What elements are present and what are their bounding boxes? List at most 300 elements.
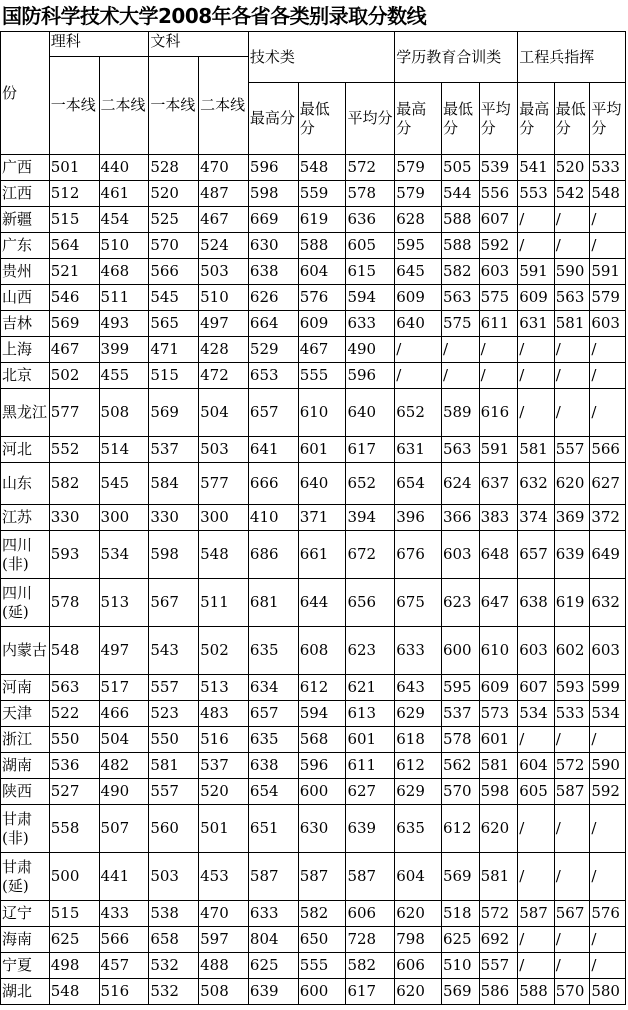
province-cell: 新疆 xyxy=(1,207,50,233)
header-engineering-command: 工程兵指挥 xyxy=(518,32,626,83)
tech-min-cell: 612 xyxy=(298,675,346,701)
table-row xyxy=(1,389,626,437)
province-cell: 浙江 xyxy=(1,727,50,753)
science-tier2-cell: 513 xyxy=(99,579,149,627)
liberal-tier1-cell: 566 xyxy=(149,259,199,285)
eng-max-cell: 604 xyxy=(518,753,555,779)
eng-avg-cell: 534 xyxy=(590,701,626,727)
header-tech-max: 最高分 xyxy=(248,83,298,155)
liberal-tier1-cell: 598 xyxy=(149,531,199,579)
eng-max-cell: 588 xyxy=(518,979,555,1005)
table-row xyxy=(1,579,626,627)
tech-max-cell: 635 xyxy=(248,627,298,675)
edu-avg-cell: 620 xyxy=(479,805,518,853)
province-cell: 贵州 xyxy=(1,259,50,285)
tech-avg-cell: 578 xyxy=(346,181,395,207)
edu-avg-cell: 581 xyxy=(479,753,518,779)
liberal-tier2-cell: 428 xyxy=(199,337,249,363)
edu-min-cell: 600 xyxy=(441,627,479,675)
eng-avg-cell: / xyxy=(590,805,626,853)
table-row xyxy=(1,311,626,337)
header-technical: 技术类 xyxy=(248,32,394,83)
edu-min-cell: 570 xyxy=(441,779,479,805)
edu-min-cell: 624 xyxy=(441,463,479,505)
tech-max-cell: 686 xyxy=(248,531,298,579)
tech-avg-cell: 636 xyxy=(346,207,395,233)
liberal-tier1-cell: 532 xyxy=(149,953,199,979)
eng-min-cell: / xyxy=(554,953,590,979)
tech-min-cell: 640 xyxy=(298,463,346,505)
science-tier1-cell: 563 xyxy=(49,675,99,701)
edu-max-cell: 633 xyxy=(395,627,442,675)
liberal-tier2-cell: 513 xyxy=(199,675,249,701)
header-edu-avg: 平均分 xyxy=(479,83,518,155)
header-liberal-tier2: 二本线 xyxy=(199,57,249,155)
tech-max-cell: 625 xyxy=(248,953,298,979)
liberal-tier1-cell: 523 xyxy=(149,701,199,727)
tech-max-cell: 596 xyxy=(248,155,298,181)
edu-max-cell: 631 xyxy=(395,437,442,463)
liberal-tier1-cell: 550 xyxy=(149,727,199,753)
science-tier1-cell: 512 xyxy=(49,181,99,207)
edu-min-cell: 518 xyxy=(441,901,479,927)
eng-max-cell: 638 xyxy=(518,579,555,627)
science-tier1-cell: 548 xyxy=(49,979,99,1005)
liberal-tier1-cell: 532 xyxy=(149,979,199,1005)
eng-max-cell: / xyxy=(518,337,555,363)
eng-avg-cell: / xyxy=(590,363,626,389)
eng-avg-cell: 627 xyxy=(590,463,626,505)
liberal-tier2-cell: 524 xyxy=(199,233,249,259)
header-eng-avg: 平均分 xyxy=(590,83,626,155)
eng-avg-cell: / xyxy=(590,727,626,753)
liberal-tier2-cell: 504 xyxy=(199,389,249,437)
edu-avg-cell: 601 xyxy=(479,727,518,753)
edu-max-cell: 629 xyxy=(395,701,442,727)
tech-min-cell: 582 xyxy=(298,901,346,927)
liberal-tier2-cell: 597 xyxy=(199,927,249,953)
edu-max-cell: 579 xyxy=(395,155,442,181)
edu-max-cell: 654 xyxy=(395,463,442,505)
tech-min-cell: 576 xyxy=(298,285,346,311)
province-cell: 上海 xyxy=(1,337,50,363)
eng-avg-cell: 590 xyxy=(590,753,626,779)
tech-avg-cell: 621 xyxy=(346,675,395,701)
table-row xyxy=(1,753,626,779)
tech-max-cell: 633 xyxy=(248,901,298,927)
science-tier2-cell: 493 xyxy=(99,311,149,337)
eng-min-cell: 593 xyxy=(554,675,590,701)
eng-max-cell: 587 xyxy=(518,901,555,927)
edu-avg-cell: 647 xyxy=(479,579,518,627)
eng-avg-cell: 548 xyxy=(590,181,626,207)
science-tier1-cell: 558 xyxy=(49,805,99,853)
liberal-tier1-cell: 560 xyxy=(149,805,199,853)
tech-min-cell: 601 xyxy=(298,437,346,463)
edu-avg-cell: 610 xyxy=(479,627,518,675)
liberal-tier1-cell: 557 xyxy=(149,779,199,805)
science-tier1-cell: 502 xyxy=(49,363,99,389)
tech-min-cell: 609 xyxy=(298,311,346,337)
province-cell: 吉林 xyxy=(1,311,50,337)
eng-min-cell: / xyxy=(554,389,590,437)
eng-max-cell: 605 xyxy=(518,779,555,805)
eng-max-cell: 632 xyxy=(518,463,555,505)
liberal-tier1-cell: 543 xyxy=(149,627,199,675)
table-row xyxy=(1,463,626,505)
edu-min-cell: 505 xyxy=(441,155,479,181)
eng-max-cell: 581 xyxy=(518,437,555,463)
eng-min-cell: / xyxy=(554,233,590,259)
science-tier2-cell: 440 xyxy=(99,155,149,181)
page-title: 国防科学技术大学2008年各省各类别录取分数线 xyxy=(2,4,427,28)
tech-min-cell: 630 xyxy=(298,805,346,853)
science-tier1-cell: 515 xyxy=(49,207,99,233)
table-row xyxy=(1,727,626,753)
table-row xyxy=(1,901,626,927)
edu-min-cell: 603 xyxy=(441,531,479,579)
eng-min-cell: 572 xyxy=(554,753,590,779)
eng-avg-cell: 649 xyxy=(590,531,626,579)
province-cell: 甘肃(延) xyxy=(1,853,50,901)
edu-max-cell: 618 xyxy=(395,727,442,753)
science-tier1-cell: 625 xyxy=(49,927,99,953)
tech-avg-cell: 582 xyxy=(346,953,395,979)
eng-avg-cell: 372 xyxy=(590,505,626,531)
eng-min-cell: 619 xyxy=(554,579,590,627)
header-eng-min: 最低分 xyxy=(554,83,590,155)
edu-min-cell: 544 xyxy=(441,181,479,207)
liberal-tier1-cell: 565 xyxy=(149,311,199,337)
science-tier1-cell: 593 xyxy=(49,531,99,579)
edu-max-cell: 612 xyxy=(395,753,442,779)
tech-max-cell: 654 xyxy=(248,779,298,805)
tech-avg-cell: 613 xyxy=(346,701,395,727)
eng-avg-cell: / xyxy=(590,389,626,437)
eng-min-cell: 567 xyxy=(554,901,590,927)
science-tier2-cell: 300 xyxy=(99,505,149,531)
science-tier1-cell: 582 xyxy=(49,463,99,505)
edu-min-cell: 563 xyxy=(441,437,479,463)
edu-min-cell: / xyxy=(441,363,479,389)
province-cell: 河南 xyxy=(1,675,50,701)
liberal-tier2-cell: 537 xyxy=(199,753,249,779)
tech-avg-cell: 672 xyxy=(346,531,395,579)
science-tier1-cell: 330 xyxy=(49,505,99,531)
edu-min-cell: 595 xyxy=(441,675,479,701)
province-cell: 山西 xyxy=(1,285,50,311)
header-liberal-arts: 文科 xyxy=(149,32,249,57)
tech-max-cell: 664 xyxy=(248,311,298,337)
edu-max-cell: / xyxy=(395,363,442,389)
tech-min-cell: 600 xyxy=(298,979,346,1005)
edu-avg-cell: 592 xyxy=(479,233,518,259)
edu-min-cell: 588 xyxy=(441,207,479,233)
province-cell: 宁夏 xyxy=(1,953,50,979)
eng-avg-cell: 603 xyxy=(590,311,626,337)
table-row xyxy=(1,337,626,363)
edu-max-cell: 595 xyxy=(395,233,442,259)
eng-min-cell: 581 xyxy=(554,311,590,337)
tech-min-cell: 608 xyxy=(298,627,346,675)
eng-min-cell: 602 xyxy=(554,627,590,675)
science-tier1-cell: 546 xyxy=(49,285,99,311)
science-tier2-cell: 457 xyxy=(99,953,149,979)
tech-max-cell: 804 xyxy=(248,927,298,953)
tech-min-cell: 596 xyxy=(298,753,346,779)
eng-avg-cell: 576 xyxy=(590,901,626,927)
science-tier2-cell: 497 xyxy=(99,627,149,675)
tech-min-cell: 594 xyxy=(298,701,346,727)
science-tier2-cell: 534 xyxy=(99,531,149,579)
eng-avg-cell: 580 xyxy=(590,979,626,1005)
tech-avg-cell: 594 xyxy=(346,285,395,311)
tech-max-cell: 626 xyxy=(248,285,298,311)
table-row xyxy=(1,207,626,233)
header-edu-min: 最低分 xyxy=(441,83,479,155)
tech-avg-cell: 728 xyxy=(346,927,395,953)
tech-avg-cell: 640 xyxy=(346,389,395,437)
liberal-tier1-cell: 545 xyxy=(149,285,199,311)
edu-max-cell: / xyxy=(395,337,442,363)
table-row xyxy=(1,437,626,463)
edu-avg-cell: 586 xyxy=(479,979,518,1005)
science-tier2-cell: 566 xyxy=(99,927,149,953)
edu-min-cell: 625 xyxy=(441,927,479,953)
edu-min-cell: 510 xyxy=(441,953,479,979)
edu-max-cell: 643 xyxy=(395,675,442,701)
science-tier2-cell: 504 xyxy=(99,727,149,753)
edu-avg-cell: / xyxy=(479,337,518,363)
liberal-tier2-cell: 548 xyxy=(199,531,249,579)
tech-max-cell: 598 xyxy=(248,181,298,207)
eng-min-cell: 533 xyxy=(554,701,590,727)
eng-max-cell: 657 xyxy=(518,531,555,579)
eng-min-cell: 369 xyxy=(554,505,590,531)
tech-avg-cell: 601 xyxy=(346,727,395,753)
header-tech-min: 最低分 xyxy=(298,83,346,155)
tech-min-cell: 559 xyxy=(298,181,346,207)
science-tier1-cell: 467 xyxy=(49,337,99,363)
science-tier2-cell: 490 xyxy=(99,779,149,805)
liberal-tier1-cell: 525 xyxy=(149,207,199,233)
province-cell: 天津 xyxy=(1,701,50,727)
liberal-tier2-cell: 520 xyxy=(199,779,249,805)
eng-avg-cell: 632 xyxy=(590,579,626,627)
tech-avg-cell: 615 xyxy=(346,259,395,285)
liberal-tier2-cell: 502 xyxy=(199,627,249,675)
edu-avg-cell: 573 xyxy=(479,701,518,727)
eng-max-cell: 534 xyxy=(518,701,555,727)
edu-max-cell: 798 xyxy=(395,927,442,953)
science-tier1-cell: 527 xyxy=(49,779,99,805)
liberal-tier2-cell: 483 xyxy=(199,701,249,727)
tech-max-cell: 657 xyxy=(248,389,298,437)
edu-min-cell: 575 xyxy=(441,311,479,337)
tech-min-cell: 600 xyxy=(298,779,346,805)
eng-max-cell: 607 xyxy=(518,675,555,701)
science-tier2-cell: 399 xyxy=(99,337,149,363)
liberal-tier2-cell: 577 xyxy=(199,463,249,505)
eng-max-cell: / xyxy=(518,927,555,953)
liberal-tier2-cell: 300 xyxy=(199,505,249,531)
edu-max-cell: 645 xyxy=(395,259,442,285)
edu-max-cell: 675 xyxy=(395,579,442,627)
science-tier2-cell: 482 xyxy=(99,753,149,779)
liberal-tier2-cell: 453 xyxy=(199,853,249,901)
table-row xyxy=(1,979,626,1005)
tech-max-cell: 630 xyxy=(248,233,298,259)
tech-max-cell: 657 xyxy=(248,701,298,727)
tech-min-cell: 604 xyxy=(298,259,346,285)
edu-min-cell: 582 xyxy=(441,259,479,285)
edu-min-cell: 589 xyxy=(441,389,479,437)
tech-min-cell: 619 xyxy=(298,207,346,233)
edu-max-cell: 640 xyxy=(395,311,442,337)
header-eng-max: 最高分 xyxy=(518,83,555,155)
science-tier2-cell: 510 xyxy=(99,233,149,259)
eng-min-cell: / xyxy=(554,363,590,389)
eng-max-cell: 591 xyxy=(518,259,555,285)
eng-avg-cell: / xyxy=(590,337,626,363)
table-row xyxy=(1,233,626,259)
liberal-tier1-cell: 537 xyxy=(149,437,199,463)
edu-avg-cell: 611 xyxy=(479,311,518,337)
eng-max-cell: 541 xyxy=(518,155,555,181)
science-tier1-cell: 536 xyxy=(49,753,99,779)
liberal-tier1-cell: 569 xyxy=(149,389,199,437)
liberal-tier2-cell: 503 xyxy=(199,259,249,285)
science-tier2-cell: 468 xyxy=(99,259,149,285)
tech-avg-cell: 627 xyxy=(346,779,395,805)
science-tier2-cell: 461 xyxy=(99,181,149,207)
eng-min-cell: 542 xyxy=(554,181,590,207)
eng-min-cell: / xyxy=(554,727,590,753)
eng-max-cell: 553 xyxy=(518,181,555,207)
eng-avg-cell: 603 xyxy=(590,627,626,675)
tech-max-cell: 653 xyxy=(248,363,298,389)
liberal-tier1-cell: 330 xyxy=(149,505,199,531)
tech-avg-cell: 605 xyxy=(346,233,395,259)
edu-min-cell: 569 xyxy=(441,979,479,1005)
liberal-tier2-cell: 487 xyxy=(199,181,249,207)
eng-min-cell: / xyxy=(554,853,590,901)
edu-min-cell: 578 xyxy=(441,727,479,753)
science-tier2-cell: 454 xyxy=(99,207,149,233)
science-tier1-cell: 515 xyxy=(49,901,99,927)
header-science-tier2: 二本线 xyxy=(99,57,149,155)
tech-avg-cell: 639 xyxy=(346,805,395,853)
table-row xyxy=(1,259,626,285)
table-row xyxy=(1,363,626,389)
edu-max-cell: 579 xyxy=(395,181,442,207)
science-tier1-cell: 522 xyxy=(49,701,99,727)
eng-avg-cell: / xyxy=(590,927,626,953)
tech-min-cell: 467 xyxy=(298,337,346,363)
edu-max-cell: 609 xyxy=(395,285,442,311)
liberal-tier1-cell: 658 xyxy=(149,927,199,953)
tech-min-cell: 555 xyxy=(298,953,346,979)
science-tier1-cell: 577 xyxy=(49,389,99,437)
tech-max-cell: 641 xyxy=(248,437,298,463)
table-row xyxy=(1,181,626,207)
tech-min-cell: 548 xyxy=(298,155,346,181)
edu-min-cell: 588 xyxy=(441,233,479,259)
eng-max-cell: / xyxy=(518,233,555,259)
science-tier1-cell: 578 xyxy=(49,579,99,627)
liberal-tier1-cell: 570 xyxy=(149,233,199,259)
edu-min-cell: 612 xyxy=(441,805,479,853)
tech-min-cell: 650 xyxy=(298,927,346,953)
edu-max-cell: 628 xyxy=(395,207,442,233)
edu-min-cell: / xyxy=(441,337,479,363)
province-cell: 河北 xyxy=(1,437,50,463)
edu-avg-cell: / xyxy=(479,363,518,389)
tech-avg-cell: 652 xyxy=(346,463,395,505)
eng-max-cell: / xyxy=(518,207,555,233)
edu-avg-cell: 637 xyxy=(479,463,518,505)
tech-max-cell: 651 xyxy=(248,805,298,853)
science-tier2-cell: 545 xyxy=(99,463,149,505)
province-cell: 四川(延) xyxy=(1,579,50,627)
eng-avg-cell: 592 xyxy=(590,779,626,805)
liberal-tier2-cell: 511 xyxy=(199,579,249,627)
edu-min-cell: 563 xyxy=(441,285,479,311)
tech-avg-cell: 587 xyxy=(346,853,395,901)
science-tier2-cell: 441 xyxy=(99,853,149,901)
edu-max-cell: 606 xyxy=(395,953,442,979)
edu-max-cell: 629 xyxy=(395,779,442,805)
province-cell: 江西 xyxy=(1,181,50,207)
table-row xyxy=(1,531,626,579)
table-row xyxy=(1,675,626,701)
edu-avg-cell: 598 xyxy=(479,779,518,805)
province-cell: 广东 xyxy=(1,233,50,259)
province-cell: 海南 xyxy=(1,927,50,953)
science-tier1-cell: 550 xyxy=(49,727,99,753)
science-tier1-cell: 548 xyxy=(49,627,99,675)
science-tier2-cell: 508 xyxy=(99,389,149,437)
liberal-tier2-cell: 508 xyxy=(199,979,249,1005)
province-cell: 湖北 xyxy=(1,979,50,1005)
header-education-training: 学历教育合训类 xyxy=(395,32,518,83)
eng-max-cell: / xyxy=(518,853,555,901)
province-cell: 山东 xyxy=(1,463,50,505)
tech-min-cell: 371 xyxy=(298,505,346,531)
tech-avg-cell: 572 xyxy=(346,155,395,181)
eng-avg-cell: / xyxy=(590,953,626,979)
tech-avg-cell: 617 xyxy=(346,437,395,463)
liberal-tier2-cell: 501 xyxy=(199,805,249,853)
science-tier1-cell: 564 xyxy=(49,233,99,259)
eng-avg-cell: / xyxy=(590,853,626,901)
eng-max-cell: 603 xyxy=(518,627,555,675)
edu-avg-cell: 692 xyxy=(479,927,518,953)
edu-max-cell: 604 xyxy=(395,853,442,901)
science-tier2-cell: 433 xyxy=(99,901,149,927)
edu-min-cell: 562 xyxy=(441,753,479,779)
edu-avg-cell: 591 xyxy=(479,437,518,463)
liberal-tier1-cell: 538 xyxy=(149,901,199,927)
edu-max-cell: 652 xyxy=(395,389,442,437)
eng-avg-cell: 533 xyxy=(590,155,626,181)
edu-avg-cell: 557 xyxy=(479,953,518,979)
science-tier2-cell: 466 xyxy=(99,701,149,727)
liberal-tier2-cell: 472 xyxy=(199,363,249,389)
table-row xyxy=(1,155,626,181)
science-tier1-cell: 552 xyxy=(49,437,99,463)
eng-min-cell: 563 xyxy=(554,285,590,311)
